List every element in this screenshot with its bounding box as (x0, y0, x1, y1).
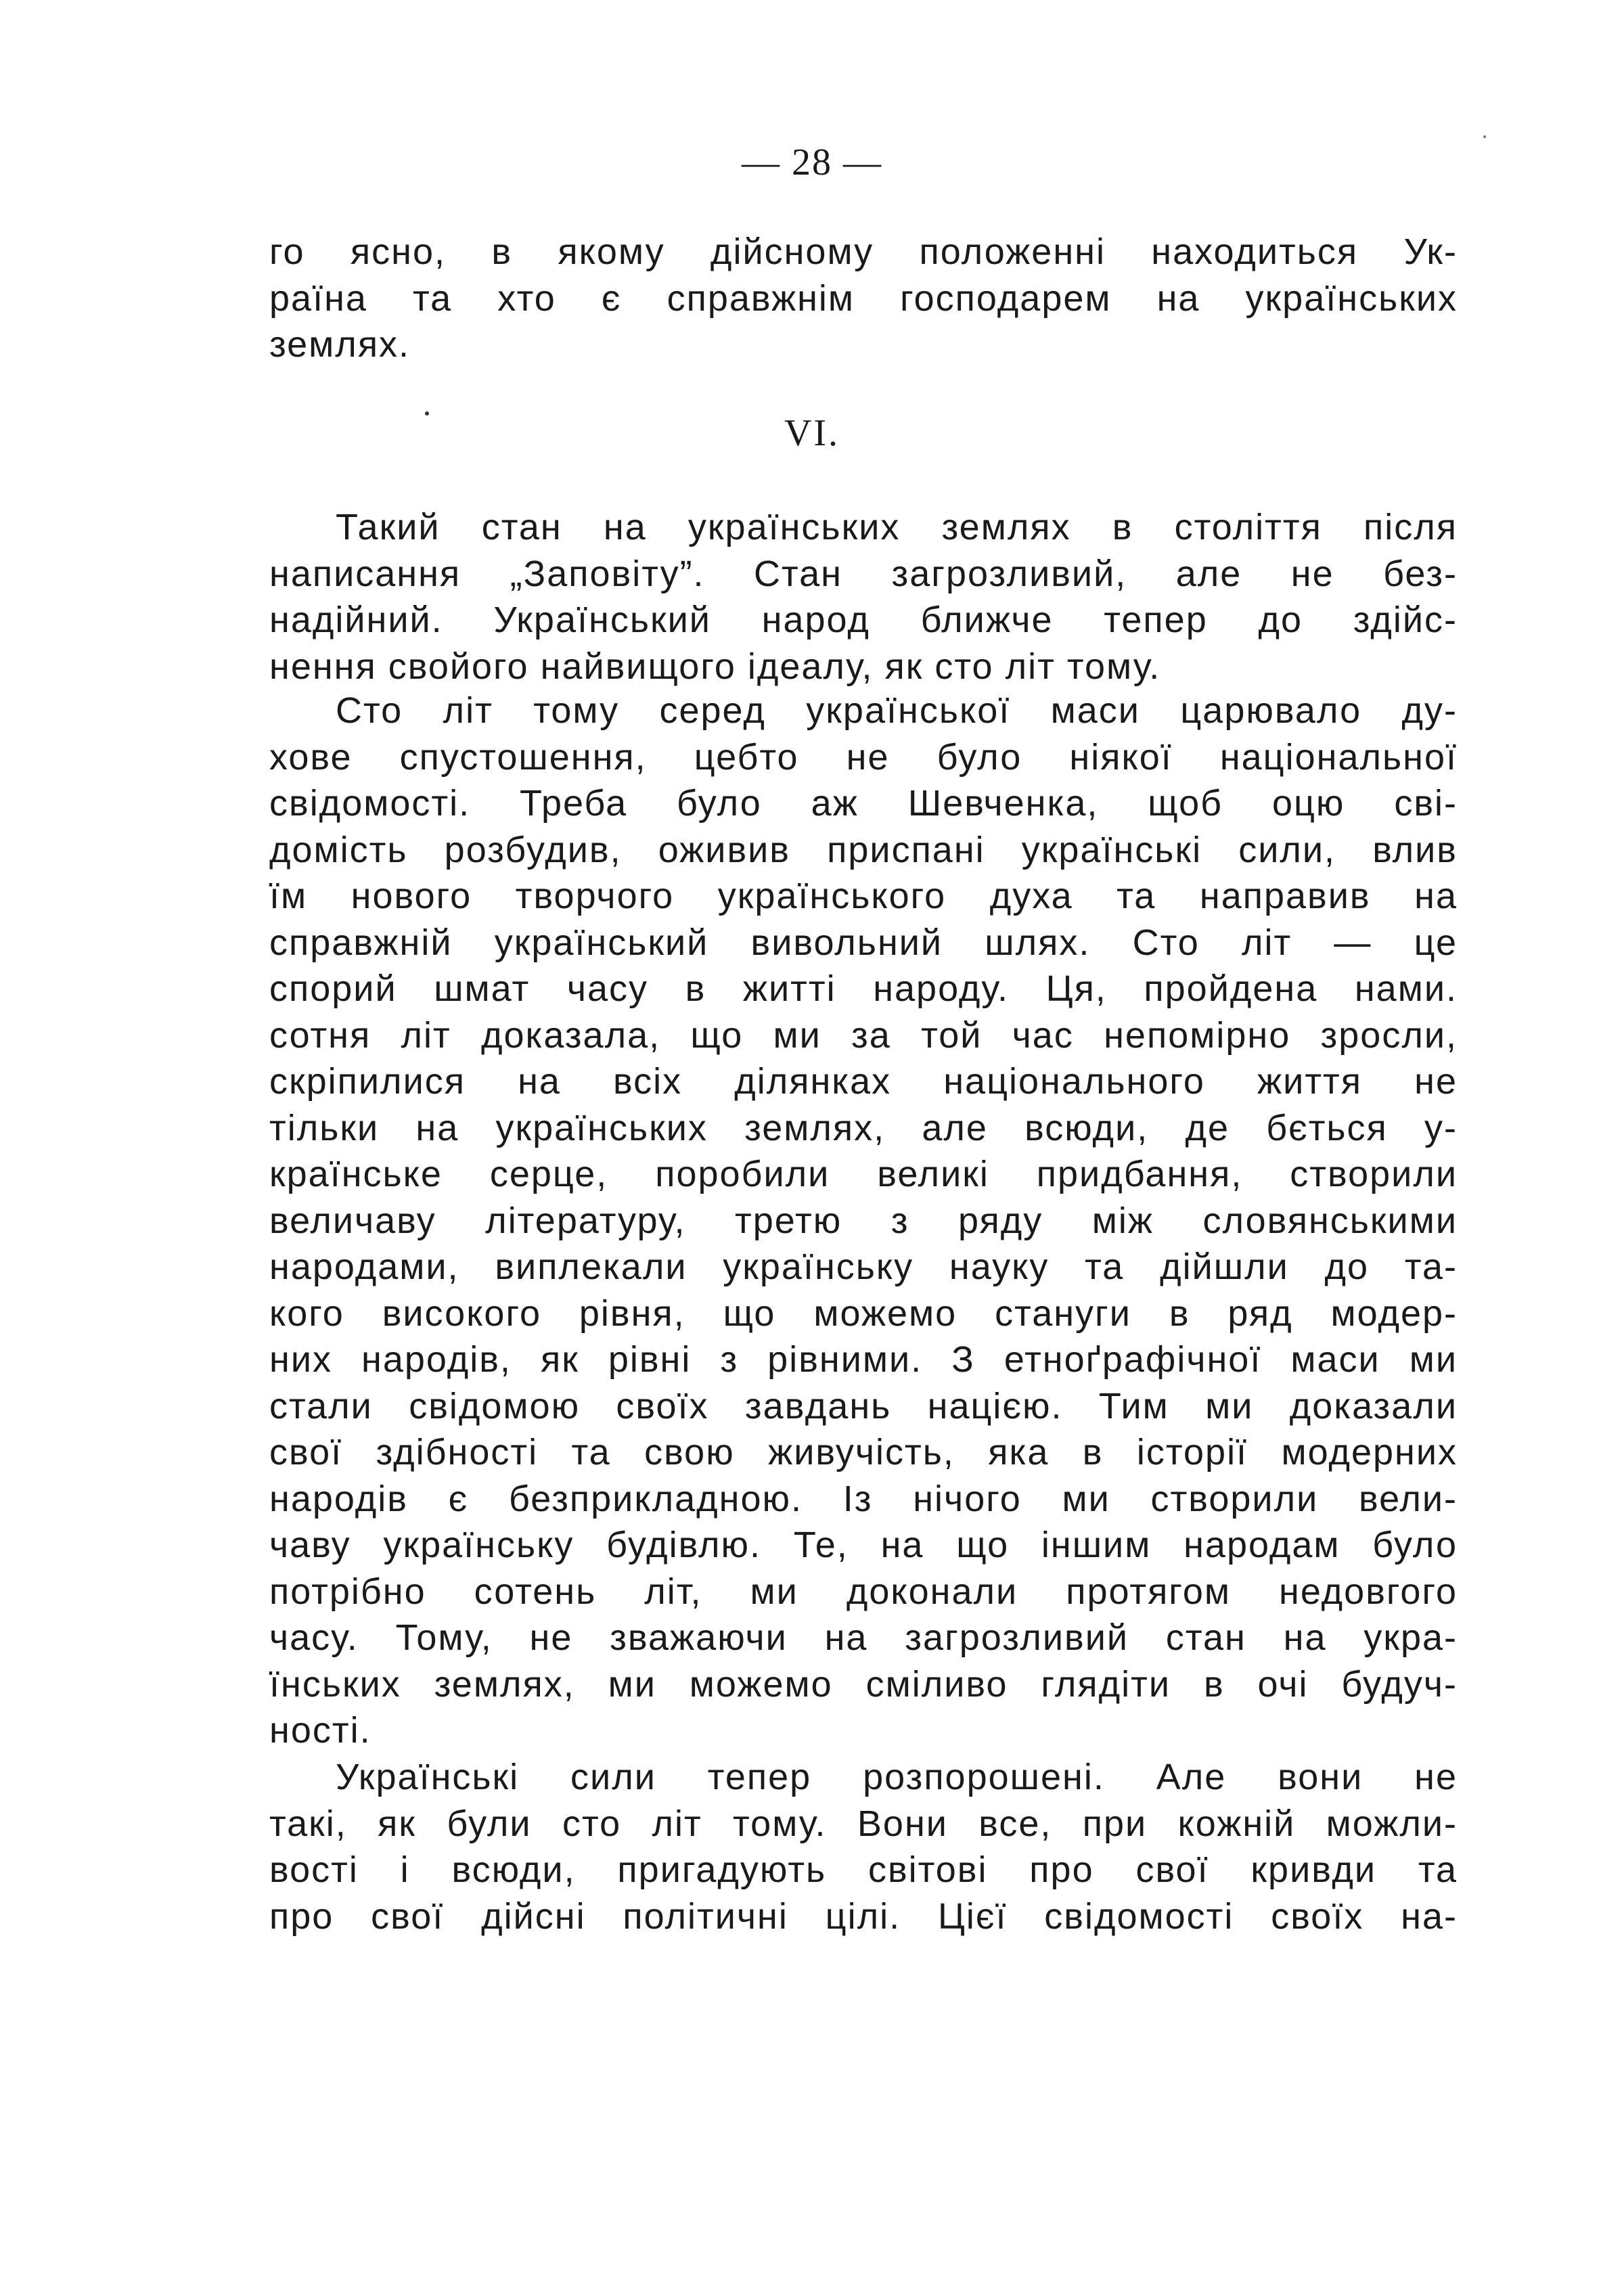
text-line: чаву українську будівлю. Те, на що іншим народам було (269, 1525, 1458, 1565)
text-line: тільки на українських землях, але всюди, де бється у- (269, 1107, 1458, 1148)
text-line: го ясно, в якому дійсному положенні находиться Ук- (269, 231, 1458, 272)
text-line: ності. (269, 1710, 371, 1751)
text-line: нення свойого найвищого ідеалу, як сто літ тому. (269, 646, 1161, 687)
text-line: величаву літературу, третю з ряду між словянськими (269, 1200, 1458, 1241)
text-line: їм нового творчого українського духа та направив на (269, 876, 1458, 916)
page-number: — 28 — (742, 141, 882, 183)
section-heading: VI. (784, 412, 840, 454)
text-line: Сто літ тому серед української маси царювало ду- (336, 690, 1458, 731)
text-line: часу. Тому, не зважаючи на загрозливий стан на укра- (269, 1617, 1458, 1658)
text-line: потрібно сотень літ, ми доконали протягом недовгого (269, 1571, 1458, 1612)
paragraph-2 (269, 688, 1458, 1754)
text-line: свої здібності та свою живучість, яка в історії модерних (269, 1432, 1458, 1473)
text-line: країнське серце, поробили великі придбання, створили (269, 1154, 1458, 1194)
text-line: стали свідомою своїх завдань нацією. Тим ми доказали (269, 1385, 1458, 1426)
text-line: народами, виплекали українську науку та дійшли до та- (269, 1246, 1458, 1287)
scan-speck (425, 411, 429, 415)
text-line: домість розбудив, оживив приспані українські сили, влив (269, 829, 1458, 870)
text-line: спорий шмат часу в житті народу. Ця, пройдена нами. (269, 968, 1458, 1009)
text-line: них народів, як рівні з рівними. З етноґрафічної маси ми (269, 1339, 1458, 1380)
text-line: сотня літ доказала, що ми за той час непомірно зросли, (269, 1014, 1458, 1056)
paragraph-continuation (269, 229, 1458, 368)
text-line: Такий стан на українських землях в століття після (336, 507, 1458, 547)
text-line: про свої дійсні політичні цілі. Цієї свідомості своїх на- (269, 1895, 1458, 1937)
text-line: раїна та хто є справжнім господарем на українських (269, 277, 1458, 319)
text-line: надійний. Український народ ближче тепер до здійс- (269, 600, 1458, 640)
paragraph-1 (269, 504, 1458, 690)
text-line: народів є безприкладною. Із нічого ми створили вели- (269, 1478, 1458, 1519)
paragraph-3 (269, 1754, 1458, 1939)
text-line: Українські сили тепер розпорошені. Але вони не (336, 1757, 1458, 1797)
text-line: вості і всюди, пригадують світові про свої кривди та (269, 1849, 1458, 1890)
scan-speck (1483, 135, 1486, 138)
text-line: написання „Заповіту”. Стан загрозливий, але не без- (269, 553, 1458, 594)
text-line: їнських землях, ми можемо сміливо глядіти в очі будуч- (269, 1663, 1458, 1705)
text-line: хове спустошення, цебто не було ніякої національної (269, 736, 1458, 778)
text-line: землях. (269, 324, 411, 365)
text-line: скріпилися на всіх ділянках національного життя не (269, 1061, 1458, 1102)
text-line: справжній український вивольний шлях. Сто літ — це (269, 922, 1458, 963)
text-line: такі, як були сто літ тому. Вони все, при кожній можли- (269, 1803, 1458, 1844)
text-line: свідомості. Треба було аж Шевченка, щоб оцю сві- (269, 783, 1458, 824)
text-line: кого високого рівня, що можемо стануги в ряд модер- (269, 1293, 1458, 1334)
